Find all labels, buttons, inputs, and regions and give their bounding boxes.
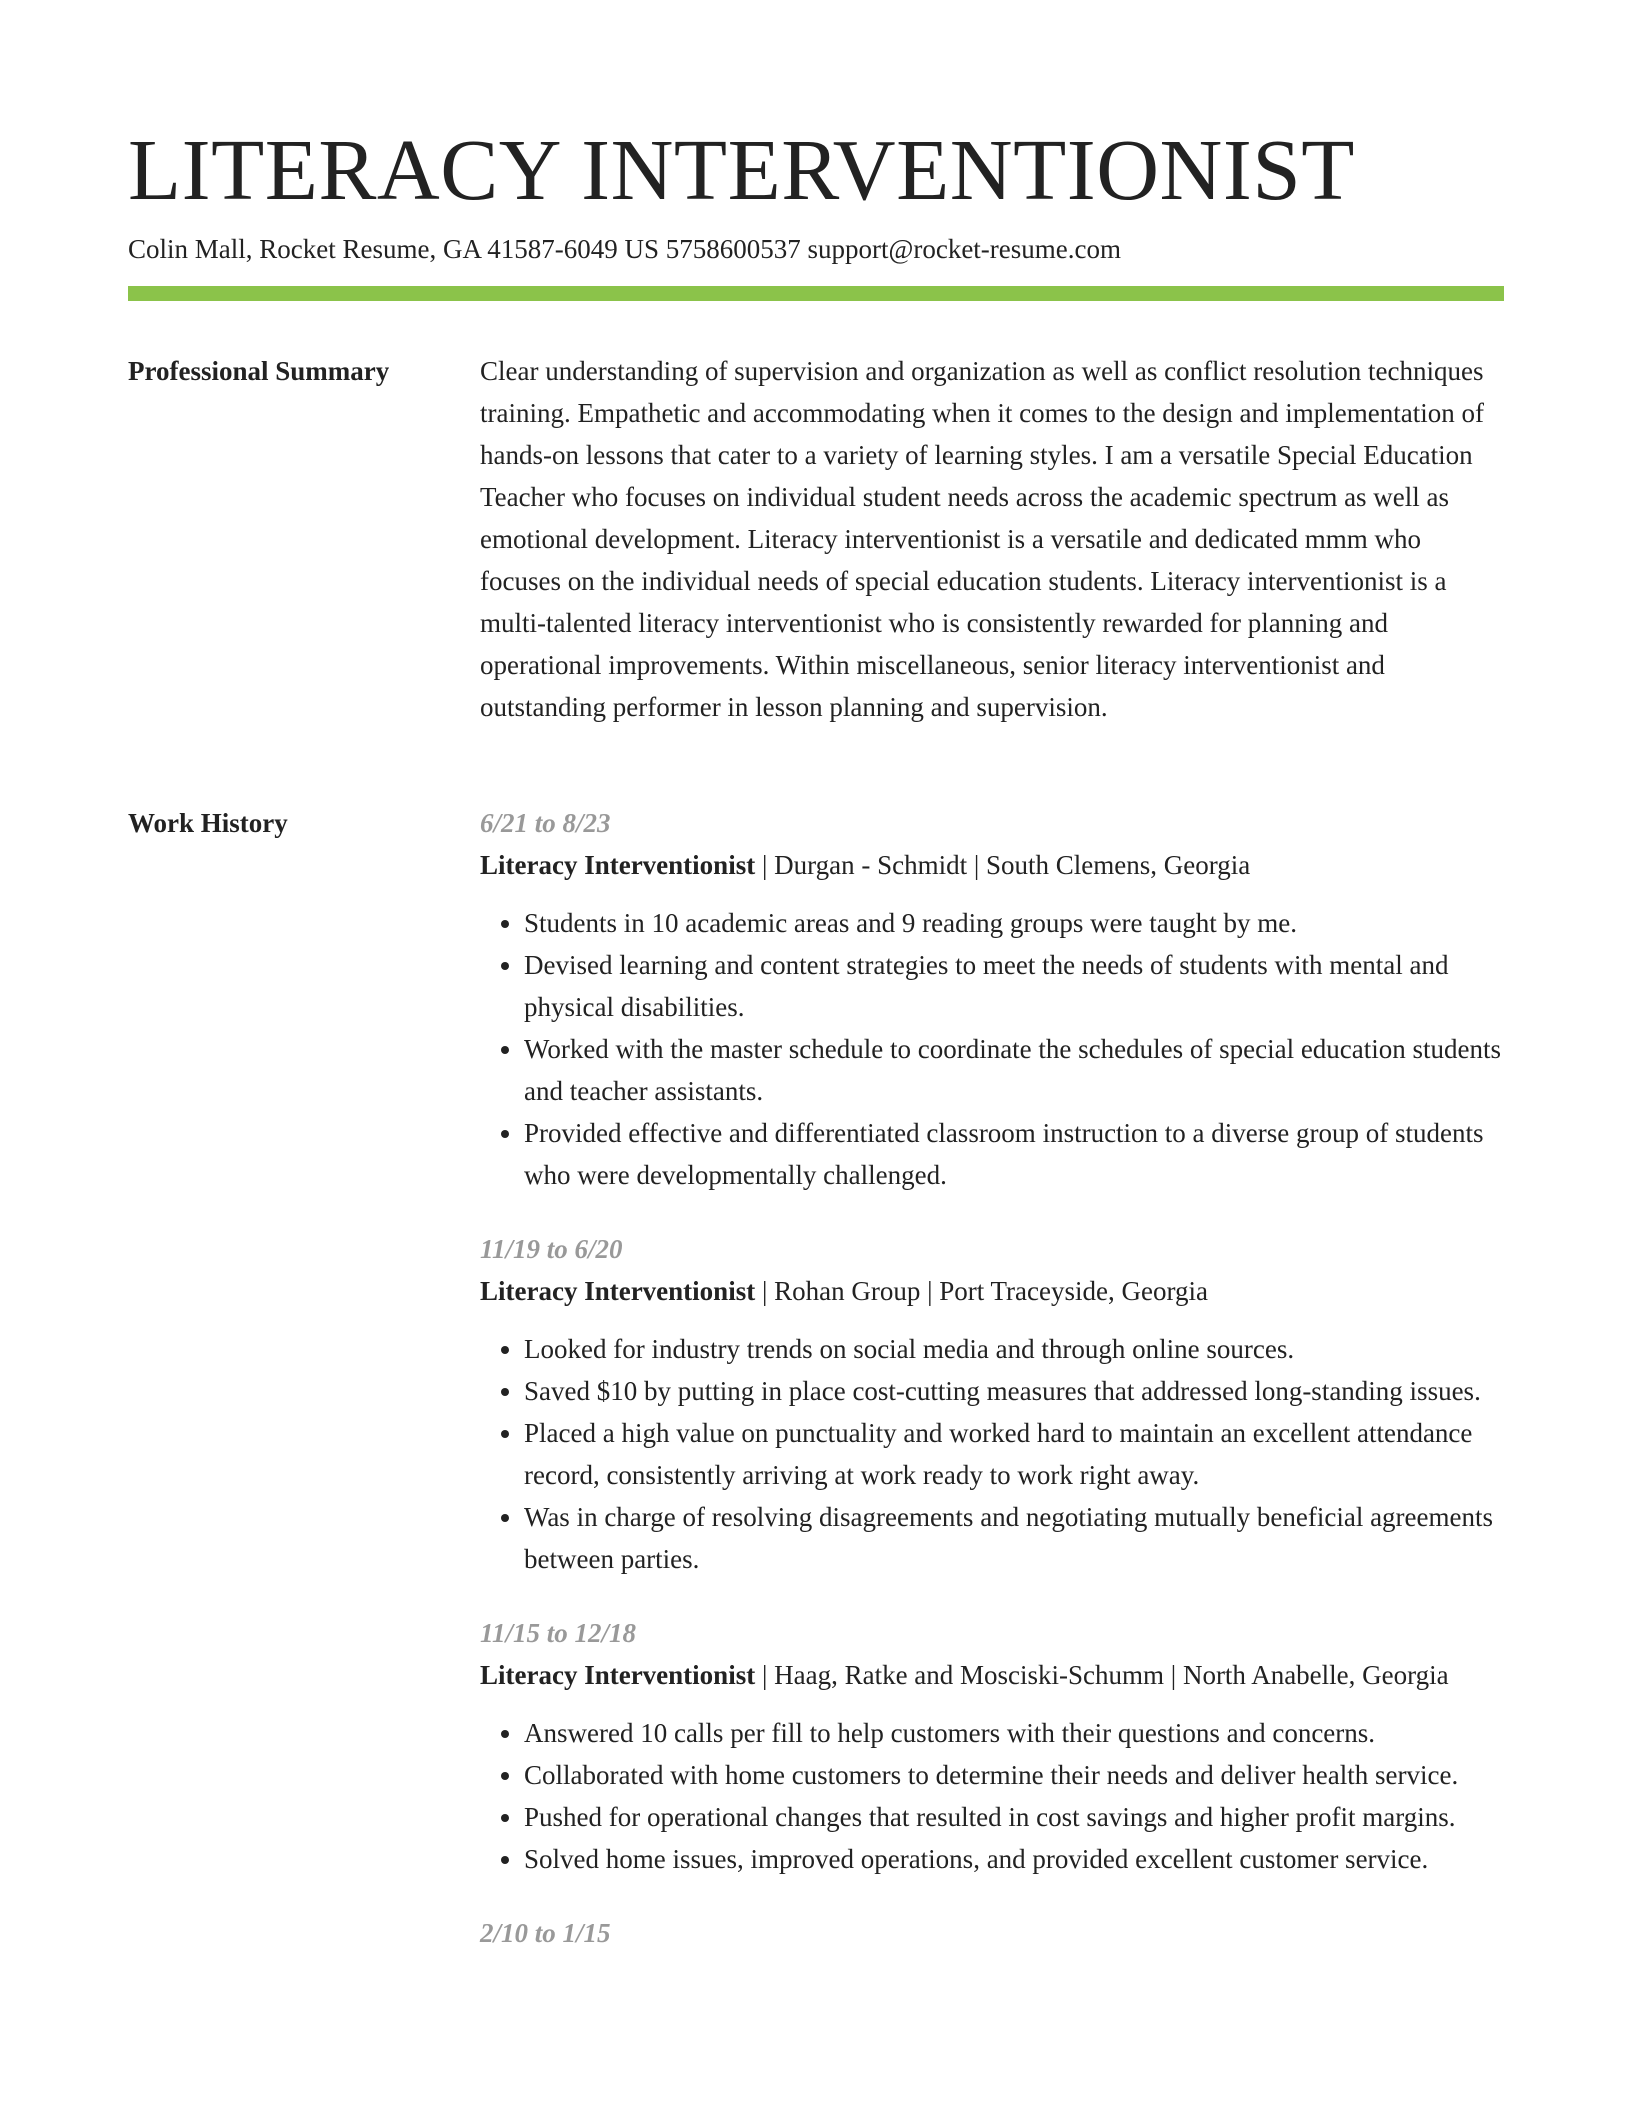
job-dates: 11/15 to 12/18 (480, 1618, 637, 1648)
job-bullets (480, 902, 1504, 1196)
job-bullet: • Saved $10 by putting in place cost-cutting measures that addressed long-standing issues. (524, 1370, 1504, 1412)
resume-title: LITERACY INTERVENTIONIST (128, 121, 1355, 218)
job-heading (480, 844, 1504, 886)
contact-address: Colin Mall, Rocket Resume, GA 41587-6049 US (128, 234, 659, 264)
job-details: | Haag, Ratke and Mosciski-Schumm | North Anabelle, Georgia (755, 1660, 1449, 1690)
job-bullets (480, 1712, 1504, 1880)
summary-heading: Professional Summary (128, 356, 390, 386)
job-bullet: • Was in charge of resolving disagreements and negotiating mutually beneficial agreements between parties. (524, 1496, 1504, 1580)
job-title: Literacy Interventionist (480, 1276, 756, 1306)
header-divider (128, 286, 1504, 301)
job-entry (480, 802, 1504, 1196)
contact-line (128, 232, 1121, 266)
job-bullet: • Looked for industry trends on social media and through online sources. (524, 1328, 1504, 1370)
work-history-heading: Work History (128, 808, 288, 838)
job-bullet: • Collaborated with home customers to determine their needs and deliver health service. (524, 1754, 1504, 1796)
job-details: | Rohan Group | Port Traceyside, Georgia (755, 1276, 1208, 1306)
job-bullet: • Provided effective and differentiated classroom instruction to a diverse group of students who were developmentally challenged. (524, 1112, 1504, 1196)
job-details: | Durgan - Schmidt | South Clemens, Georgia (755, 850, 1251, 880)
job-dates: 2/10 to 1/15 (480, 1918, 611, 1948)
job-bullet: • Answered 10 calls per fill to help customers with their questions and concerns. (524, 1712, 1504, 1754)
job-bullet: • Devised learning and content strategies to meet the needs of students with mental and physical disabilities. (524, 944, 1504, 1028)
job-entry (480, 1228, 1504, 1580)
work-history-body (480, 802, 1504, 1986)
job-bullet: • Worked with the master schedule to coordinate the schedules of special education students and teacher assistants. (524, 1028, 1504, 1112)
job-title: Literacy Interventionist (480, 1660, 756, 1690)
job-title: Literacy Interventionist (480, 850, 756, 880)
contact-phone: 5758600537 (665, 234, 801, 264)
job-heading (480, 1654, 1504, 1696)
job-entry (480, 1912, 1504, 1954)
job-bullet: • Solved home issues, improved operations, and provided excellent customer service. (524, 1838, 1504, 1880)
summary-body (480, 350, 1504, 728)
job-heading (480, 1270, 1504, 1312)
job-bullet: • Students in 10 academic areas and 9 reading groups were taught by me. (524, 902, 1504, 944)
job-bullet: • Pushed for operational changes that resulted in cost savings and higher profit margins. (524, 1796, 1504, 1838)
contact-email: support@rocket-resume.com (807, 234, 1122, 264)
job-bullet: • Placed a high value on punctuality and worked hard to maintain an excellent attendance record, consistently arriving at work ready to work right away. (524, 1412, 1504, 1496)
job-entry (480, 1612, 1504, 1880)
job-bullets (480, 1328, 1504, 1580)
job-dates: 11/19 to 6/20 (480, 1234, 623, 1264)
summary-text: Clear understanding of supervision and organization as well as conflict resolution techniques training. Empathetic and accommodating when it comes to the design and implementation of hands-on lessons that cater to a variety of learning styles. I am a versatile Special Education Teacher who focuses on individual student needs across the academic spectrum as well as emotional development. Literacy interventionist is a versatile and dedicated mmm who focuses on the individual needs of special education students. Literacy interventionist is a multi-talented literacy interventionist who is consistently rewarded for planning and operational improvements. Within miscellaneous, senior literacy interventionist and outstanding performer in lesson planning and supervision. (480, 356, 1484, 722)
job-dates: 6/21 to 8/23 (480, 808, 611, 838)
